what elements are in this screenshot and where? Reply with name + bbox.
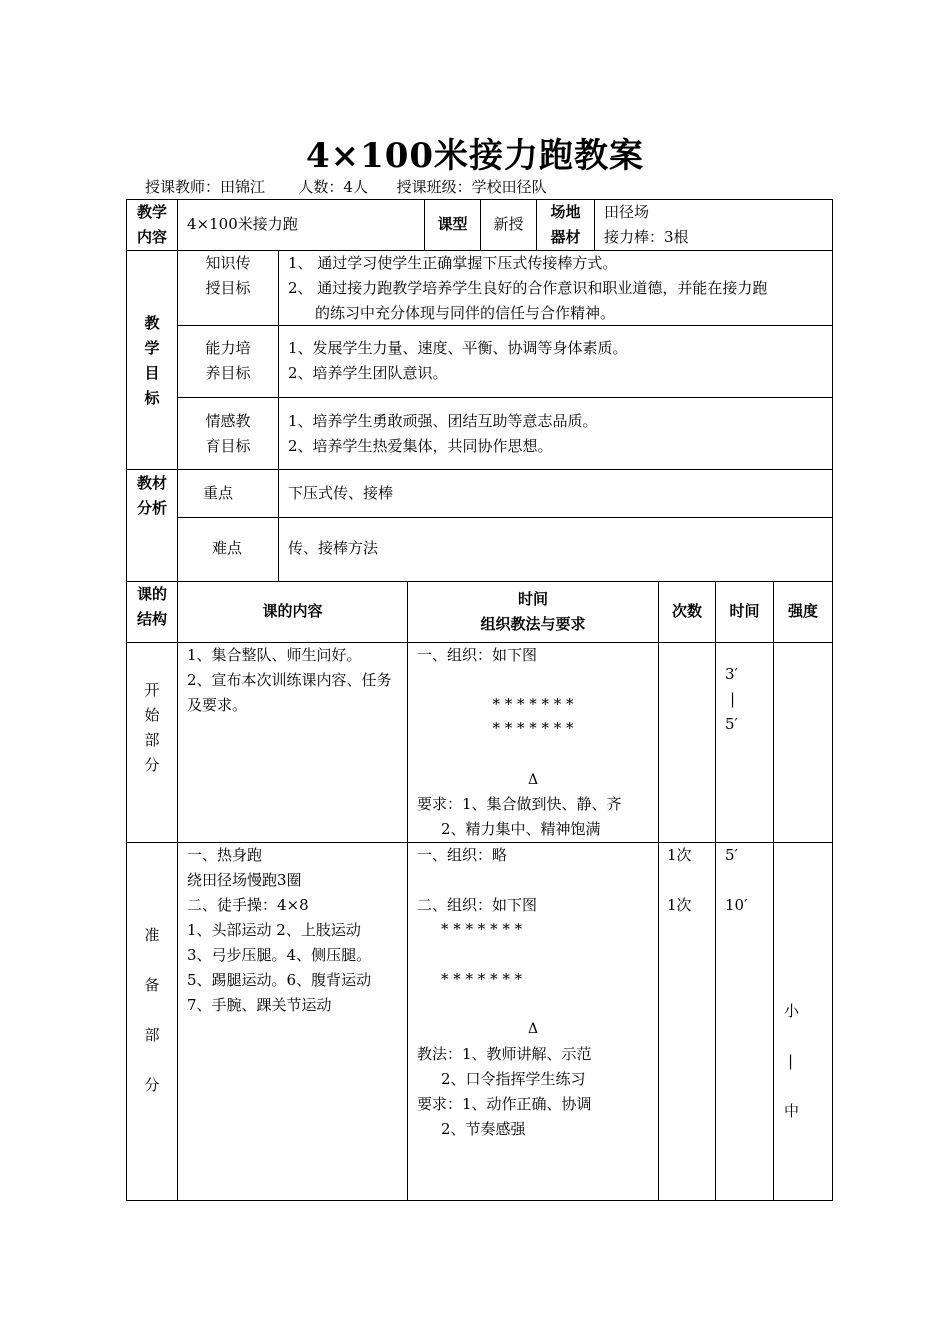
knowledge-goal-text: 1、 通过学习使学生正确掌握下压式传接棒方式。 2、 通过接力跑教学培养学生良好的合作意识和职业道德，并能在接力跑 的练习中充分体现与同伴的信任与合作精神。 [288, 254, 768, 322]
prep-formation-row: * * * * * * * [441, 920, 523, 938]
emotion-goal-label: 情感教 育目标 [205, 412, 251, 455]
start-requirement: 要求：1、集合做到快、静、齐 2、精力集中、精神饱满 [417, 795, 622, 838]
ability-goal-label: 能力培 养目标 [205, 339, 251, 382]
lesson-meta [145, 176, 547, 197]
col-intensity: 强度 [787, 602, 818, 620]
type-value: 新授 [493, 215, 524, 233]
class-info: 授课班级：学校田径队 [396, 178, 547, 196]
start-section-label: 开 始 部 分 [144, 681, 160, 774]
start-formation-row: * * * * * * * [492, 695, 574, 713]
venue-label: 场地 器材 [550, 203, 581, 246]
goals-section-label: 教 学 目 标 [144, 314, 160, 407]
content-value: 4×100米接力跑 [187, 215, 298, 233]
teacher-marker: Δ [527, 772, 539, 788]
type-label: 课型 [437, 215, 468, 233]
prep-intensity: 小 | 中 [784, 1002, 800, 1120]
difficulty-value: 传、接棒方法 [288, 539, 379, 557]
start-org: 一、组织：如下图 [417, 646, 538, 664]
prep-content: 一、热身跑 绕田径场慢跑3圈 二、徒手操：4×8 1、头部运动 2、上肢运动 3、弓步压腿。4、侧压腿。 5、踢腿运动。6、腹背运动 7、手腕、踝关节运动 [187, 846, 372, 1014]
col-content: 课的内容 [262, 602, 323, 620]
prep-time: 5′ 10′ [725, 846, 748, 914]
prep-method: 教法：1、教师讲解、示范 2、口令指挥学生练习 要求：1、动作正确、协调 2、节奏感强 [417, 1045, 592, 1138]
knowledge-goal-label: 知识传 授目标 [205, 254, 251, 297]
start-content: 1、集合整队、师生问好。 2、宣布本次训练课内容、任务 及要求。 [187, 646, 392, 714]
content-label: 教学 内容 [136, 203, 167, 246]
start-formation-row: * * * * * * * [492, 719, 574, 737]
ability-goal-text: 1、发展学生力量、速度、平衡、协调等身体素质。 2、培养学生团队意识。 [288, 339, 628, 382]
prep-org-2: 二、组织：如下图 [417, 896, 538, 914]
teacher-marker: Δ [527, 1021, 539, 1037]
prep-section-label: 准 备 部 分 [144, 926, 160, 1094]
difficulty-label: 难点 [212, 539, 243, 557]
col-times: 次数 [671, 602, 702, 620]
start-time: 3′ | 5′ [725, 665, 738, 733]
emotion-goal-text: 1、培养学生勇敢顽强、团结互助等意志品质。 2、培养学生热爱集体，共同协作思想。 [288, 412, 598, 455]
col-method: 时间 组织教法与要求 [480, 590, 586, 633]
prep-org-1: 一、组织：略 [417, 846, 508, 864]
prep-formation-row: * * * * * * * [441, 970, 523, 988]
col-time: 时间 [729, 602, 760, 620]
teacher-info: 授课教师：田锦江 [145, 178, 266, 196]
key-point-label: 重点 [203, 484, 234, 502]
key-point-value: 下压式传、接棒 [288, 484, 394, 502]
student-count: 人数：4人 [298, 178, 368, 196]
col-structure: 课的 结构 [136, 585, 167, 628]
analysis-section-label: 教材 分析 [136, 474, 167, 517]
prep-times: 1次 1次 [667, 846, 692, 914]
venue-value: 田径场 接力棒：3根 [604, 203, 689, 246]
page-title: 4×100米接力跑教案 [305, 136, 645, 176]
